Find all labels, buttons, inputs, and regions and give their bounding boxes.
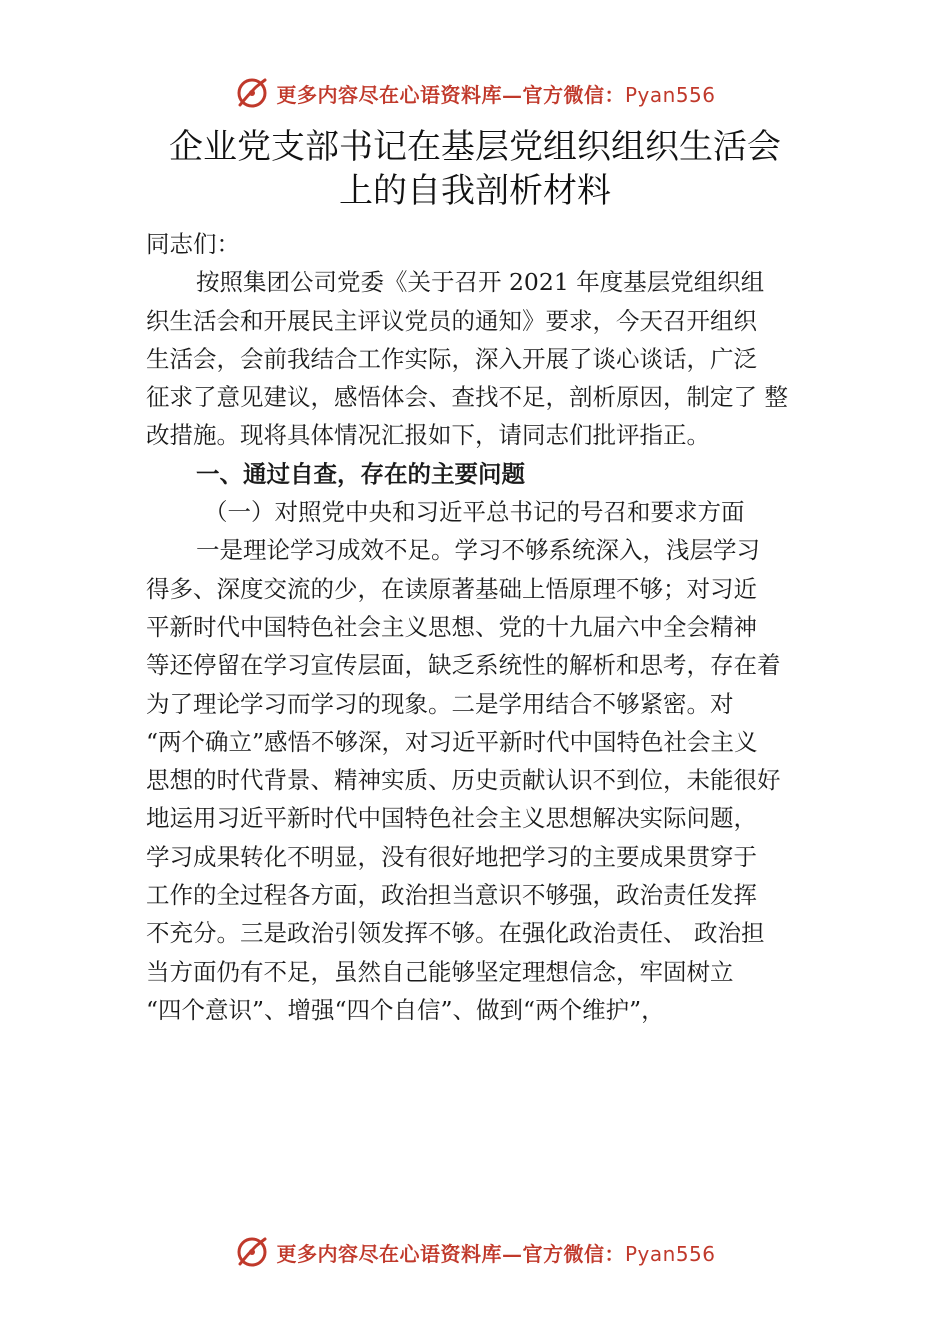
body-line: 学习成果转化不明显，没有很好地把学习的主要成果贯穿于 (146, 842, 757, 871)
body-line: 不充分。三是政治引领发挥不够。在强化政治责任、 政治担 (146, 919, 765, 948)
body-line: 生活会，会前我结合工作实际，深入开展了谈心谈话，广泛 (146, 344, 757, 373)
body-line: 工作的全过程各方面，政治担当意识不够强，政治责任发挥 (146, 881, 757, 910)
body-line: 为了理论学习而学习的现象。二是学用结合不够紧密。对 (146, 689, 734, 718)
document-title (100, 125, 850, 213)
body-line: 织生活会和开展民主评议党员的通知》要求，今天召开组织 (146, 306, 757, 335)
watermark-text: 更多内容尽在心语资料库—官方微信：Pyan556 (276, 1241, 716, 1266)
body-line: 思想的时代背景、精神实质、历史贡献认识不到位，未能很好 (146, 766, 781, 795)
body-line: 一是理论学习成效不足。学习不够系统深入，浅层学习 (196, 536, 760, 565)
body-line: 得多、深度交流的少，在读原著基础上悟原理不够；对习近 (146, 574, 757, 603)
watermark-text: 更多内容尽在心语资料库—官方微信：Pyan556 (276, 82, 716, 107)
title-line: 企业党支部书记在基层党组织组织生活会 (169, 127, 781, 167)
title-line: 上的自我剖析材料 (339, 171, 611, 211)
body-line: 平新时代中国特色社会主义思想、党的十九届六中全会精神 (146, 612, 757, 641)
body-line: “四个意识”、增强“四个自信”、做到“两个维护”， (146, 995, 665, 1024)
body-line: 当方面仍有不足，虽然自己能够坚定理想信念，牢固树立 (146, 957, 734, 986)
section-heading: 一、通过自查，存在的主要问题 (196, 459, 525, 488)
body-line: 同志们： (146, 230, 240, 258)
body-line: 等还停留在学习宣传层面，缺乏系统性的解析和思考，存在着 (146, 651, 781, 680)
watermark-banner-top (0, 73, 950, 113)
document-body (146, 225, 826, 1029)
brush-logo-icon (234, 75, 270, 111)
body-line: 地运用习近平新时代中国特色社会主义思想解决实际问题， (146, 804, 757, 833)
body-line: “两个确立”感悟不够深，对习近平新时代中国特色社会主义 (146, 727, 758, 756)
brush-logo-icon (234, 1234, 270, 1270)
body-line: 改措施。现将具体情况汇报如下，请同志们批评指正。 (146, 421, 710, 450)
body-line: 征求了意见建议，感悟体会、查找不足，剖析原因，制定了 整 (146, 383, 788, 412)
watermark-banner-bottom (0, 1232, 950, 1272)
body-line: 按照集团公司党委《关于召开 2021 年度基层党组织组 (196, 268, 765, 297)
subsection-heading: （一）对照党中央和习近平总书记的号召和要求方面 (204, 498, 745, 527)
